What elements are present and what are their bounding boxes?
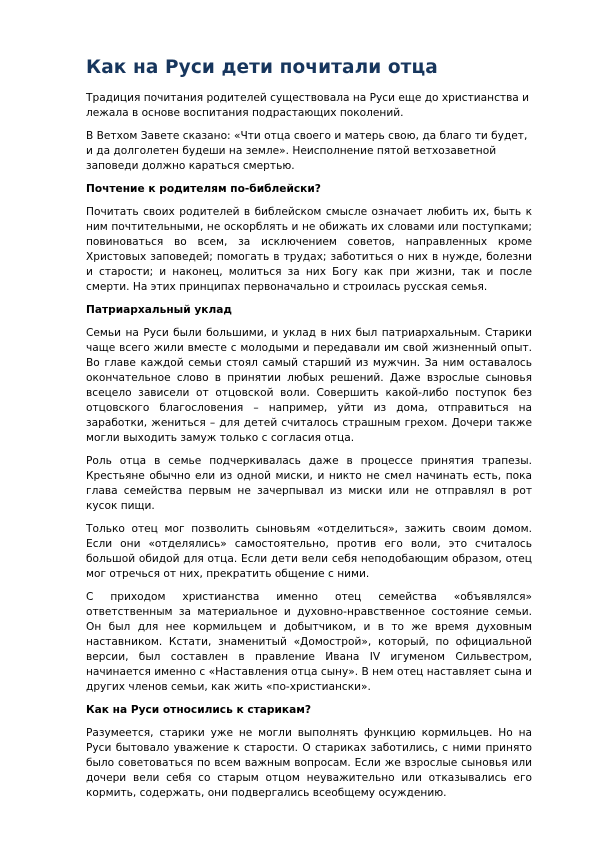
section-heading-elders: Как на Руси относились к старикам? <box>86 704 312 716</box>
section-heading-patriarchal: Патриархальный уклад <box>86 304 232 316</box>
elders-paragraph: Разумеется, старики уже не могли выполнять функцию кормильцев. Но на Руси бытовало уважение к старости. О стариках заботились, с ними принято было советоваться по всем важным вопросам. Если же взрослые сыновья или дочери вели себя со старым отцом неуважительно или отказывались его кормить, содержать, они подвергались всеобщему осуждению. <box>86 727 532 799</box>
intro-paragraph: Традиция почитания родителей существовала на Руси еще до христианства и лежала в основе воспитания подрастающих поколений. <box>86 92 530 119</box>
patriarchal-paragraph-4: С приходом христианства именно отец семейства «объявлялся» ответственным за материальное и духовно-нравственное состояние семьи. Он был для нее кормильцем и добытчиком, и в то же время духовным наставником. Кстати, знаменитый «Домострой», который, по официальной версии, был составлен в правление Ивана IV игуменом Сильвестром, начинается именно с «Наставления отца сыну». В нем отец наставляет сына и других членов семьи, как жить «по-христиански». <box>86 591 532 693</box>
patriarchal-paragraph-3: Только отец мог позволить сыновьям «отделиться», зажить своим домом. Если они «отделялись» самостоятельно, против его воли, это считалось большой обидой для отца. Если дети вели себя неподобающим образом, отец мог отречься от них, прекратить общение с ними. <box>86 523 532 580</box>
patriarchal-paragraph-1: Семьи на Руси были большими, и уклад в них был патриархальным. Старики чаще всего жили вместе с молодыми и передавали им свой жизненный опыт. Во главе каждой семьи стоял самый старший из мужчин. За ним оставалось окончательное слово в принятии любых решений. Даже взрослые сыновья всецело зависели от отцовской воли. Совершить какой-либо поступок без отцовского благословения – например, уйти из дома, отправиться на заработки, жениться – для детей считалось страшным грехом. Дочери также могли выходить замуж только с согласия отца. <box>86 327 532 444</box>
section-heading-bible: Почтение к родителям по-библейски? <box>86 183 321 195</box>
testament-paragraph: В Ветхом Завете сказано: «Чти отца своего и матерь свою, да благо ти будет, и да долголетен будеши на земле». Неисполнение пятой ветхозаветной заповеди должно караться смертью. <box>86 130 528 172</box>
page-title: Как на Руси дети почитали отца <box>86 57 438 78</box>
bible-paragraph: Почитать своих родителей в библейском смысле означает любить их, быть к ним почтительными, не оскорблять и не обижать их словами или поступками; повиноваться во всем, за исключением советов, направленных кроме Христовых заповедей; помогать в трудах; заботиться о них в нужде, болезни и старости; и наконец, молиться за них Богу как при жизни, так и после смерти. На этих принципах первоначально и строилась русская семья. <box>86 206 532 293</box>
patriarchal-paragraph-2: Роль отца в семье подчеркивалась даже в процессе принятия трапезы. Крестьяне обычно ели из одной миски, и никто не смел начинать есть, пока глава семейства первым не зачерпывал из миски или не отправлял в рот кусок пищи. <box>86 455 532 512</box>
